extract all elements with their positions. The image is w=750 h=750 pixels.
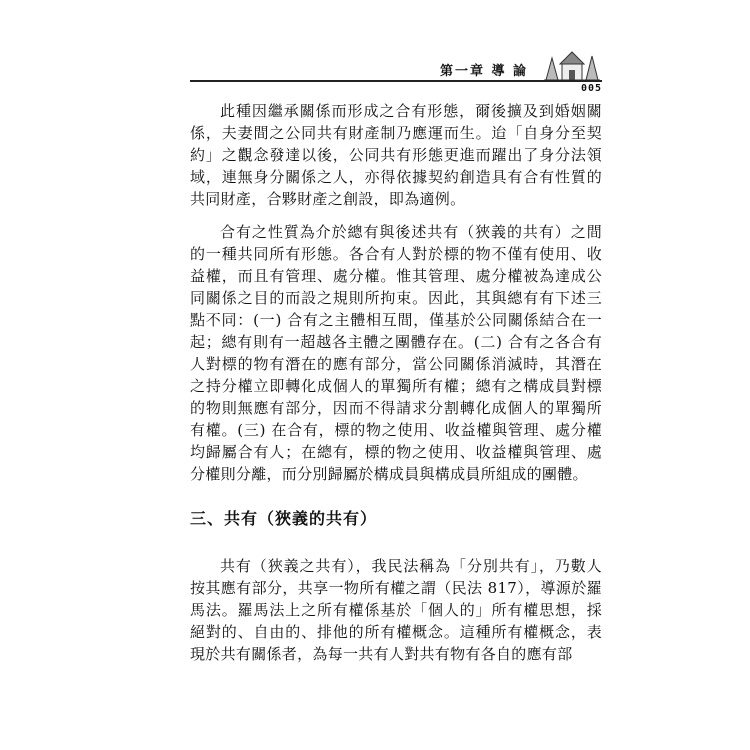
paragraph-3: 共有（狹義之共有），我民法稱為「分別共有」，乃數人按其應有部分，共享一物所有權之謂（民法 817），導源於羅馬法。羅馬法上之所有權係基於「個人的」所有權思想，採絕對的、自由的、排他的所有權概念。這種所有權概念，表現於共有關係者，為每一共有人對共有物有各自的應有部 (190, 557, 602, 663)
page-header (190, 44, 602, 96)
chapter-title: 第一章 導 論 (440, 64, 529, 79)
paragraph-2: 合有之性質為介於總有與後述共有（狹義的共有）之間的一種共同所有形態。各合有人對於標的物不僅有使用、收益權，而且有管理、處分權。惟其管理、處分權被為達成公同關係之目的而設之規則所拘束。因此，其與總有有下述三點不同：(一) 合有之主體相互間，僅基於公同關係結合在一起；總有則有一超越各主體之團體存在。(二) 合有之各合有人對標的物有潛在的應有部分，當公同關係消滅時，其潛在之持分權立即轉化成個人的單獨所有權；總有之構成員對標的物則無應有部分，因而不得請求分割轉化成個人的單獨所有權。(三) 在合有，標的物之使用、收益權與管理、處分權均歸屬合有人；在總有，標的物之使用、收益權與管理、處分權則分離，而分別歸屬於構成員與構成員所組成的團體。 (190, 223, 602, 483)
header-rule (190, 80, 602, 82)
paragraph-1: 此種因繼承關係而形成之合有形態，爾後擴及到婚姻關係，夫妻間之公同共有財產制乃應運而生。迨「自身分至契約」之觀念發達以後，公同共有形態更進而躍出了身分法領域，連無身分關係之人，亦得依據契約創造具有合有性質的共同財產，合夥財產之創設，即為適例。 (190, 102, 602, 208)
page-number: 005 (580, 83, 602, 94)
section-heading: 三、共有（狹義的共有） (190, 509, 378, 528)
page-body (190, 100, 602, 665)
house-with-trees-icon (542, 44, 600, 82)
